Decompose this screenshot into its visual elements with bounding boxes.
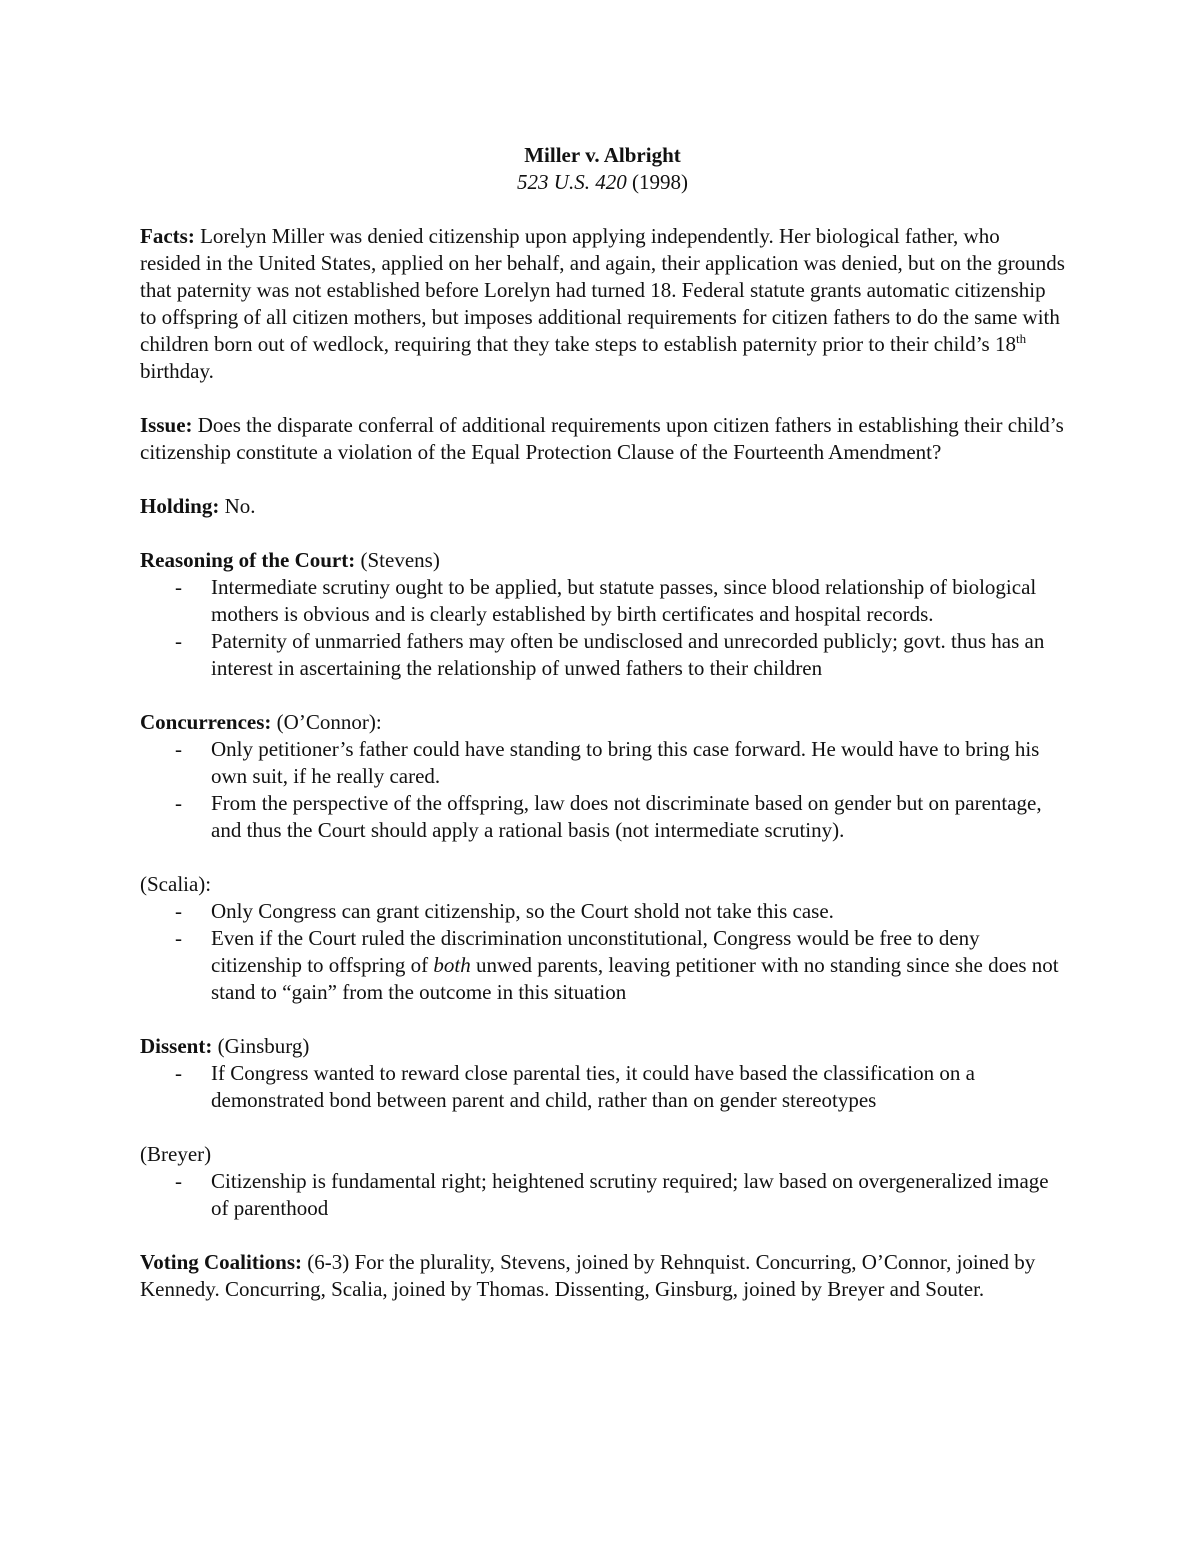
- scalia-section: [140, 871, 1065, 1006]
- list-item-text: If Congress wanted to reward close parental ties, it could have based the classification on a demonstrated bond between parent and child, rather than on gender stereotypes: [211, 1061, 975, 1112]
- issue-label: Issue:: [140, 413, 193, 437]
- breyer-author: (Breyer): [140, 1142, 212, 1166]
- facts-section: [140, 223, 1065, 385]
- voting-section: [140, 1249, 1065, 1303]
- reasoning-label: Reasoning of the Court:: [140, 548, 356, 572]
- reasoning-list: [140, 574, 1065, 682]
- concurrences-section: [140, 709, 1065, 844]
- dissent-author: (Ginsburg): [217, 1034, 310, 1058]
- list-item-text: Only petitioner’s father could have standing to bring this case forward. He would have to bring his own suit, if he really cared.: [211, 737, 1040, 788]
- reasoning-author: (Stevens): [360, 548, 440, 572]
- reasoning-section: [140, 547, 1065, 682]
- list-item-text: Only Congress can grant citizenship, so the Court shold not take this case.: [211, 899, 834, 923]
- case-year: (1998): [631, 170, 688, 194]
- reasoning-heading: [140, 547, 1065, 574]
- list-item: [140, 1060, 1065, 1114]
- issue-text: Does the disparate conferral of additional requirements upon citizen fathers in establishing their child’s citizenship constitute a violation of the Equal Protection Clause of the Fourteenth Amendment?: [140, 413, 1064, 464]
- list-item: [140, 790, 1065, 844]
- dash-bullet: -: [175, 629, 182, 653]
- concurrences-author: (O’Connor):: [276, 710, 382, 734]
- voting-text: (6-3) For the plurality, Stevens, joined by Rehnquist. Concurring, O’Connor, joined by Kennedy. Concurring, Scalia, joined by Thomas. Dissenting, Ginsburg, joined by Breyer and Souter.: [140, 1250, 1036, 1301]
- list-item: [140, 736, 1065, 790]
- breyer-section: [140, 1141, 1065, 1222]
- holding-section: [140, 493, 1065, 520]
- case-citation: [140, 169, 1065, 196]
- concurrences-list: [140, 736, 1065, 844]
- facts-text: Lorelyn Miller was denied citizenship upon applying independently. Her biological father, who resided in the United States, applied on her behalf, and again, their application was denied, but on the grounds that paternity was not established before Lorelyn had turned 18. Federal statute grants automatic citizenship to offspring of all citizen mothers, but imposes additional requirements for citizen fathers to do the same with children born out of wedlock, requiring that they take steps to establish paternity prior to their child’s 18: [140, 224, 1065, 356]
- holding-text: No.: [224, 494, 256, 518]
- concurrences-label: Concurrences:: [140, 710, 272, 734]
- dash-bullet: -: [175, 791, 182, 815]
- dissent-list: [140, 1060, 1065, 1114]
- case-reporter: 523 U.S. 420: [517, 170, 627, 194]
- list-item: [140, 1168, 1065, 1222]
- dash-bullet: -: [175, 899, 182, 923]
- facts-label: Facts:: [140, 224, 195, 248]
- scalia-list: [140, 898, 1065, 1006]
- scalia-author: (Scalia):: [140, 872, 212, 896]
- dissent-section: [140, 1033, 1065, 1114]
- list-item-text: Citizenship is fundamental right; heightened scrutiny required; law based on overgeneralized image of parenthood: [211, 1169, 1049, 1220]
- issue-section: [140, 412, 1065, 466]
- list-item-text: Paternity of unmarried fathers may often be undisclosed and unrecorded publicly; govt. thus has an interest in ascertaining the relationship of unwed fathers to their children: [211, 629, 1045, 680]
- document-body: [140, 142, 1065, 1303]
- list-item: [140, 925, 1065, 1006]
- list-item: [140, 628, 1065, 682]
- dissent-label: Dissent:: [140, 1034, 213, 1058]
- dash-bullet: -: [175, 575, 182, 599]
- dash-bullet: -: [175, 926, 182, 950]
- list-item-text: Even if the Court ruled the discrimination unconstitutional, Congress would be free to deny citizenship to offspring of: [211, 926, 980, 977]
- list-item-text: From the perspective of the offspring, law does not discriminate based on gender but on parentage, and thus the Court should apply a rational basis (not intermediate scrutiny).: [211, 791, 1042, 842]
- concurrences-heading: [140, 709, 1065, 736]
- facts-text-end: birthday.: [140, 359, 214, 383]
- emphasis-both: both: [433, 953, 471, 977]
- list-item: [140, 898, 1065, 925]
- holding-label: Holding:: [140, 494, 220, 518]
- list-item: [140, 574, 1065, 628]
- case-title: Miller v. Albright: [524, 143, 681, 167]
- list-item-text-end: unwed parents, leaving petitioner with no standing since she does not stand to “gain” from the outcome in this situation: [211, 953, 1059, 1004]
- list-item-text: Intermediate scrutiny ought to be applied, but statute passes, since blood relationship of biological mothers is obvious and is clearly established by birth certificates and hospital records.: [211, 575, 1037, 626]
- dash-bullet: -: [175, 1061, 182, 1085]
- facts-superscript: th: [1015, 331, 1027, 346]
- dash-bullet: -: [175, 737, 182, 761]
- dash-bullet: -: [175, 1169, 182, 1193]
- breyer-list: [140, 1168, 1065, 1222]
- dissent-heading: [140, 1033, 1065, 1060]
- voting-label: Voting Coalitions:: [140, 1250, 303, 1274]
